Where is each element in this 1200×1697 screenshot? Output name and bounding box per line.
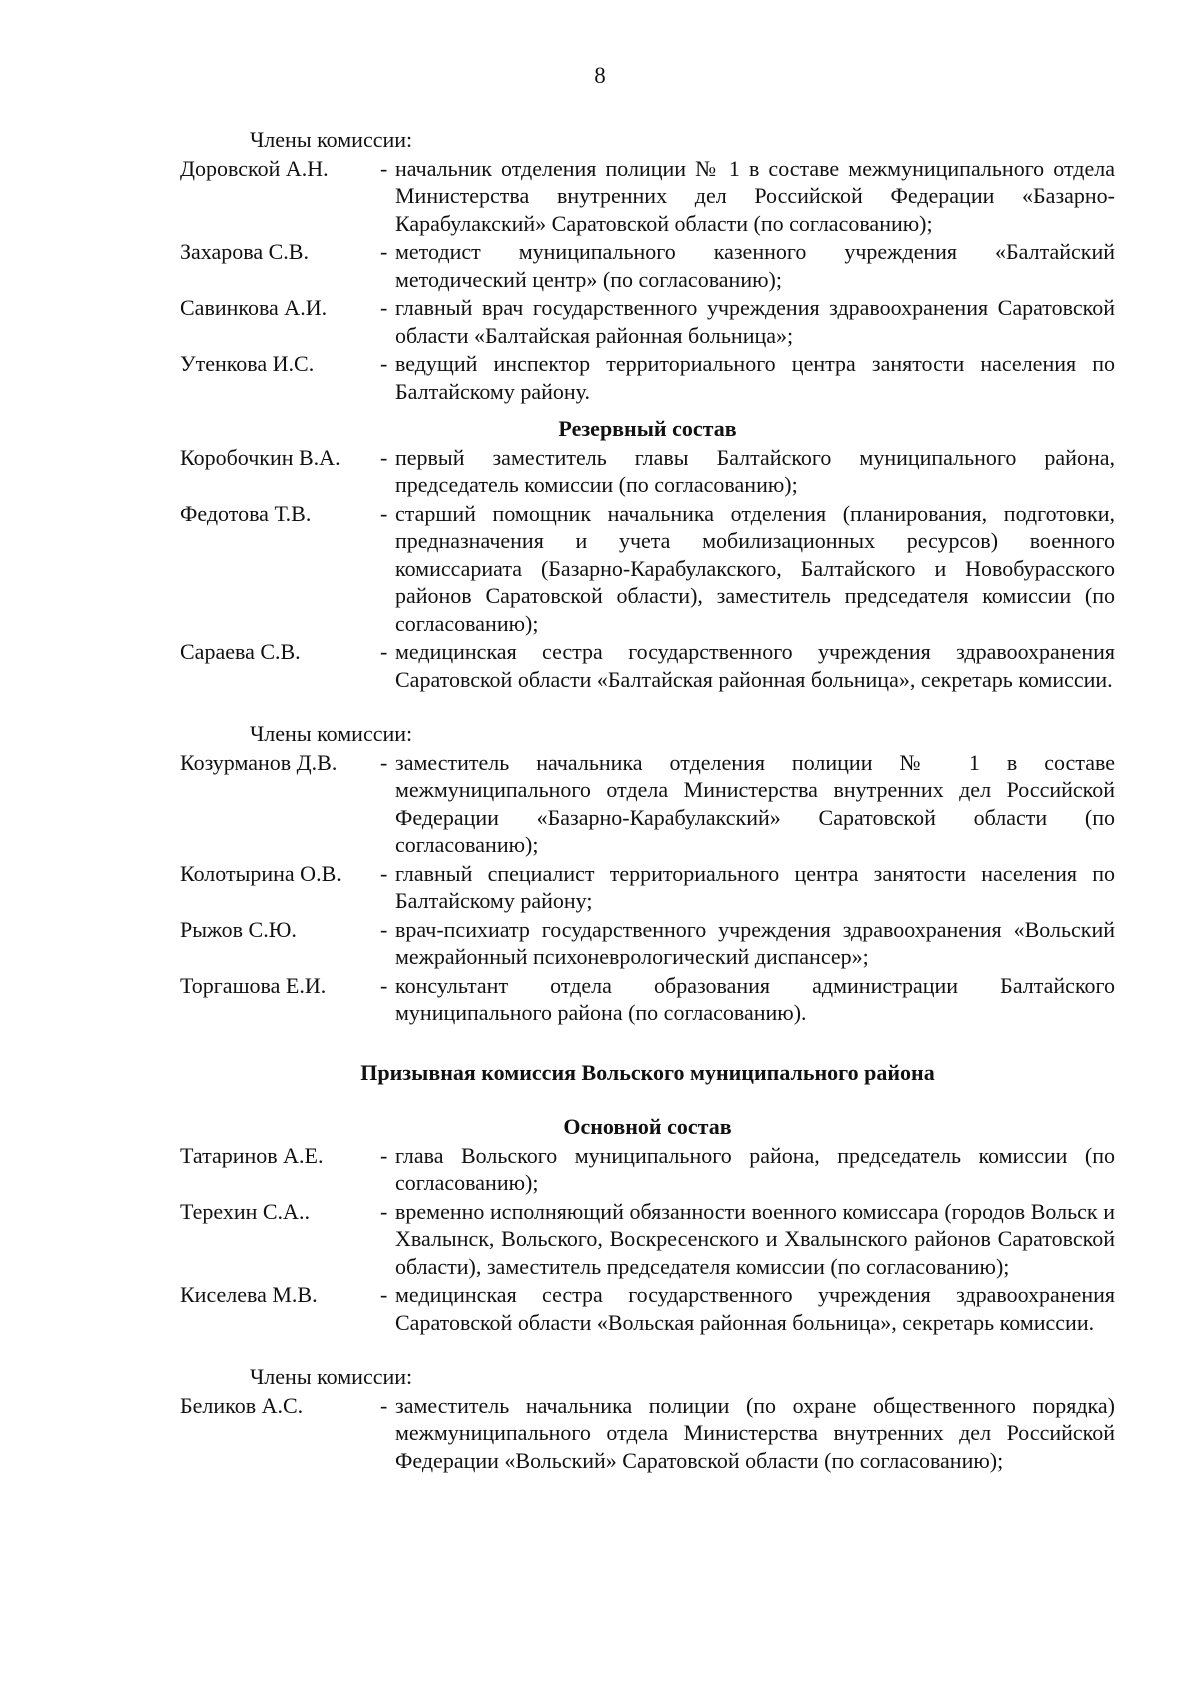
member-name: Киселева М.В.: [180, 1282, 318, 1307]
member-position: - врач-психиатр государственного учреждения здравоохранения «Вольский межрайонный психоневрологический диспансер»;: [378, 916, 1115, 971]
document-body: [180, 126, 1115, 1474]
member-position: - медицинская сестра государственного учреждения здравоохранения Саратовской области «Балтайская районная больница», секретарь комиссии.: [378, 638, 1115, 693]
members-label: Члены комиссии:: [250, 127, 413, 152]
member-entry: [180, 749, 1115, 859]
member-entry: [180, 638, 1115, 693]
member-position: - главный специалист территориального центра занятости населения по Балтайскому району;: [378, 860, 1115, 915]
member-position: - временно исполняющий обязанности военного комиссара (городов Вольск и Хвалынск, Вольского, Воскресенского и Хвалынского районов Саратовской области), заместитель председателя комиссии (по согласованию);: [378, 1198, 1115, 1281]
volsk-commission-section: [180, 1059, 1115, 1337]
page-number: 8: [594, 63, 606, 88]
member-position: - первый заместитель главы Балтайского муниципального района, председатель комиссии (по согласованию);: [378, 444, 1115, 499]
member-entry: [180, 238, 1115, 293]
member-name: Сараева С.В.: [180, 639, 301, 664]
members-label: Члены комиссии:: [250, 721, 413, 746]
member-entry: [180, 500, 1115, 638]
member-name: Терехин С.А..: [180, 1198, 310, 1224]
member-name: Коробочкин В.А.: [180, 444, 341, 470]
member-name: Утенкова И.С.: [180, 351, 315, 376]
member-name: Федотова Т.В.: [180, 500, 312, 526]
member-entry: [180, 916, 1115, 971]
member-name: Беликов А.С.: [180, 1392, 304, 1418]
member-name: Доровской А.Н.: [180, 155, 329, 181]
member-entry: [180, 860, 1115, 915]
member-position: - ведущий инспектор территориального центра занятости населения по Балтайскому району.: [378, 350, 1115, 405]
member-name: Татаринов А.Е.: [180, 1142, 324, 1168]
members-section-3: [180, 1363, 1115, 1474]
member-position: - заместитель начальника отделения полиции № 1 в составе межмуниципального отдела Министерства внутренних дел Российской Федерации «Базарно-Карабулакский» Саратовской области (по согласованию);: [378, 749, 1115, 859]
member-position: - старший помощник начальника отделения (планирования, подготовки, предназначения и учета мобилизационных ресурсов) военного комиссариата (Базарно-Карабулакского, Балтайского и Новобурасского районов Саратовской области), заместитель председателя комиссии (по согласованию);: [378, 500, 1115, 638]
commission-heading: Призывная комиссия Вольского муниципального района: [360, 1059, 935, 1085]
member-position: - начальник отделения полиции № 1 в составе межмуниципального отдела Министерства внутренних дел Российской Федерации «Базарно-Карабулакский» Саратовской области (по согласованию);: [378, 155, 1115, 238]
member-name: Торгашова Е.И.: [180, 972, 327, 998]
member-name: Захарова С.В.: [180, 239, 309, 264]
member-entry: [180, 155, 1115, 238]
member-position: - главный врач государственного учреждения здравоохранения Саратовской области «Балтайская районная больница»;: [378, 294, 1115, 349]
member-position: - глава Вольского муниципального района, председатель комиссии (по согласованию);: [378, 1142, 1115, 1197]
member-name: Рыжов С.Ю.: [180, 916, 297, 942]
members-section-1: [180, 126, 1115, 405]
section-title: Основной состав: [563, 1114, 732, 1139]
member-position: - консультант отдела образования администрации Балтайского муниципального района (по согласованию).: [378, 972, 1115, 1027]
member-name: Савинкова А.И.: [180, 295, 328, 320]
member-entry: [180, 444, 1115, 499]
member-name: Колотырина О.В.: [180, 860, 342, 886]
member-position: - методист муниципального казенного учреждения «Балтайский методический центр» (по согласованию);: [378, 238, 1115, 293]
member-entry: [180, 1142, 1115, 1197]
member-position: - заместитель начальника полиции (по охране общественного порядка) межмуниципального отдела Министерства внутренних дел Российской Федерации «Вольский» Саратовской области (по согласованию);: [378, 1392, 1115, 1475]
member-entry: [180, 294, 1115, 349]
section-title: Резервный состав: [558, 416, 737, 441]
member-position: - медицинская сестра государственного учреждения здравоохранения Саратовской области «Вольская районная больница», секретарь комиссии.: [378, 1281, 1115, 1336]
member-name: Козурманов Д.В.: [180, 749, 338, 775]
member-entry: [180, 1392, 1115, 1475]
member-entry: [180, 350, 1115, 405]
member-entry: [180, 972, 1115, 1027]
member-entry: [180, 1281, 1115, 1336]
members-label: Члены комиссии:: [250, 1364, 413, 1389]
member-entry: [180, 1198, 1115, 1281]
reserve-composition-section: [180, 415, 1115, 693]
members-section-2: [180, 720, 1115, 1027]
